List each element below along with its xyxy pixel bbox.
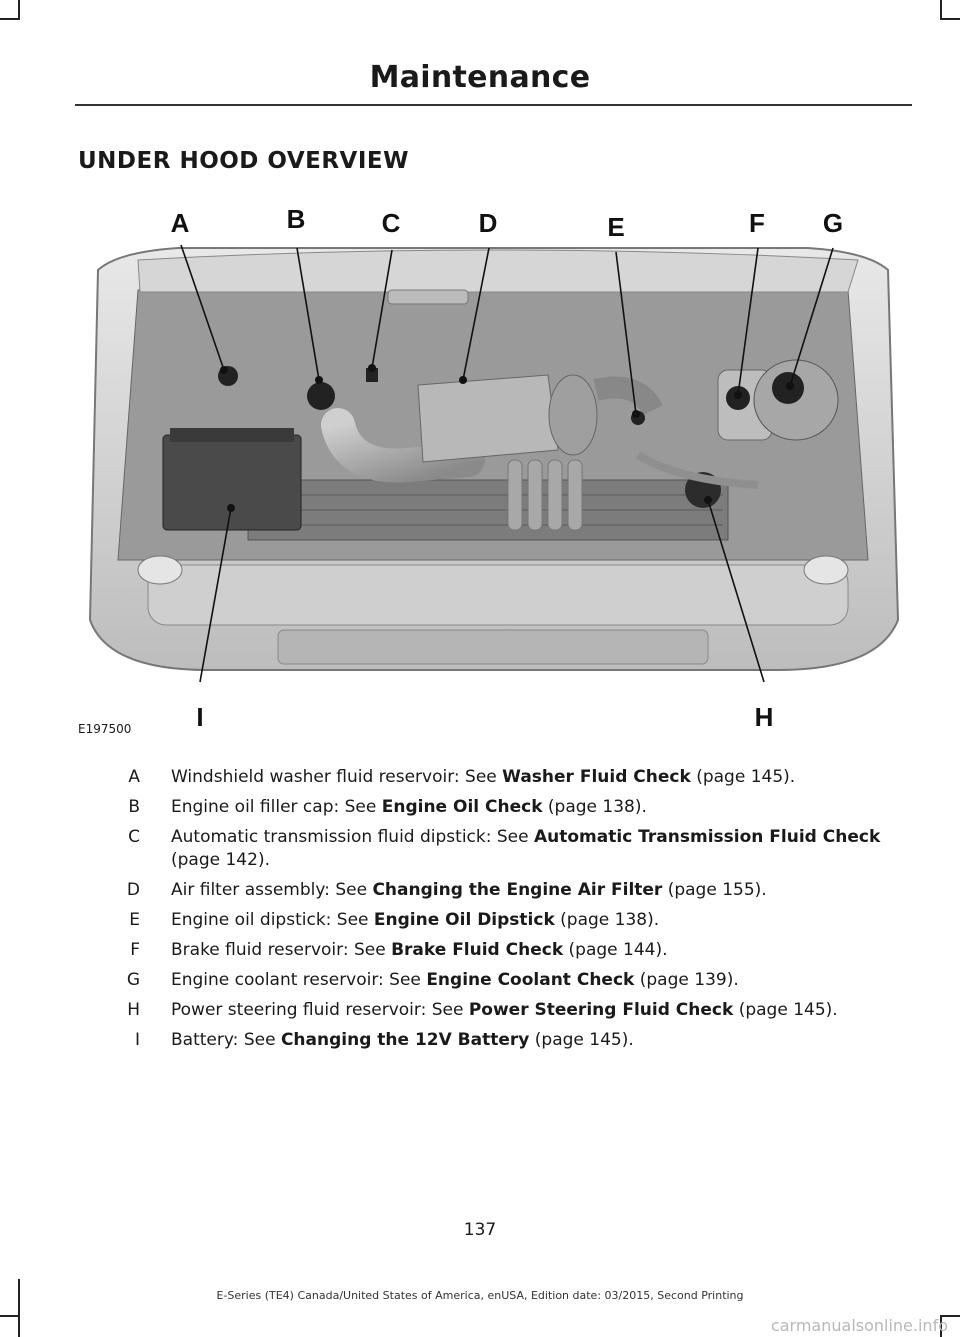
page-header-title: Maintenance [369,60,591,95]
legend-item [78,826,912,872]
legend-page-ref: (page 142). [171,850,270,870]
legend-letter: H [127,1000,140,1020]
legend-description: Engine oil dipstick: See [171,910,374,930]
legend-description: Air filter assembly: See [171,880,373,900]
legend-letter: B [128,797,140,817]
legend-letter: C [128,827,140,847]
watermark: carmanualsonline.info [770,1316,948,1335]
legend-reference-link[interactable]: Brake Fluid Check [391,940,564,960]
legend-reference-link[interactable]: Engine Oil Check [381,797,543,817]
leader-dot-b [315,376,323,384]
leader-dot-i [227,504,235,512]
legend-letter: G [126,970,140,990]
leader-dot-h [704,496,712,504]
legend-item [78,766,912,789]
callout-h: H [754,702,774,732]
legend-description: Power steering fluid reservoir: See [171,1000,469,1020]
callout-a: A [170,208,190,238]
legend-letter: E [129,910,140,930]
callout-legend [78,766,912,1059]
legend-item [78,879,912,902]
legend-description: Engine coolant reservoir: See [171,970,427,990]
callout-g: G [822,208,844,238]
legend-item [78,1029,912,1052]
header-divider [75,104,912,106]
legend-page-ref: (page 139). [634,970,739,990]
legend-item [78,939,912,962]
callout-b: B [286,204,306,234]
crop-mark [940,18,960,20]
callout-f: F [749,208,765,238]
legend-letter: A [128,767,140,787]
callout-c: C [381,208,401,238]
legend-reference-link[interactable]: Engine Coolant Check [426,970,635,990]
legend-page-ref: (page 138). [554,910,660,930]
crop-mark [0,1315,20,1317]
legend-description: Brake fluid reservoir: See [171,940,392,960]
crop-mark [940,0,942,20]
leader-dot-f [734,391,742,399]
legend-description: Engine oil filler cap: See [171,797,382,817]
legend-reference-link[interactable]: Changing the Engine Air Filter [372,880,663,900]
leader-dot-c [368,364,376,372]
callout-i: I [196,702,204,732]
crop-mark [18,1279,20,1337]
crop-mark [18,0,20,20]
under-hood-illustration [78,200,910,740]
legend-description: Automatic transmission fluid dipstick: See [171,827,534,847]
page-number: 137 [463,1220,497,1240]
legend-letter: D [126,880,140,900]
legend-page-ref: (page 138). [542,797,647,817]
footer-edition-info: E-Series (TE4) Canada/United States of America, enUSA, Edition date: 03/2015, Second Printing [216,1289,744,1302]
leader-dot-d [459,376,467,384]
leader-dot-e [632,410,640,418]
legend-letter: I [134,1030,140,1050]
legend-item [78,909,912,932]
legend-reference-link[interactable]: Automatic Transmission Fluid Check [533,827,881,847]
legend-page-ref: (page 144). [563,940,668,960]
legend-page-ref: (page 145). [690,767,796,787]
legend-item [78,796,912,819]
leader-dot-g [786,382,794,390]
section-title: UNDER HOOD OVERVIEW [78,148,409,174]
legend-item [78,999,912,1022]
legend-page-ref: (page 145). [733,1000,838,1020]
legend-description: Battery: See [171,1030,281,1050]
callout-d: D [478,208,498,238]
figure-code: E197500 [78,722,132,736]
callout-e: E [607,212,625,242]
legend-description: Windshield washer fluid reservoir: See [171,767,503,787]
legend-reference-link[interactable]: Power Steering Fluid Check [468,1000,734,1020]
legend-letter: F [130,940,140,960]
legend-reference-link[interactable]: Engine Oil Dipstick [373,910,555,930]
legend-page-ref: (page 155). [662,880,767,900]
legend-reference-link[interactable]: Changing the 12V Battery [280,1030,530,1050]
legend-item [78,969,912,992]
legend-reference-link[interactable]: Washer Fluid Check [502,767,691,787]
leader-dot-a [220,366,228,374]
legend-page-ref: (page 145). [529,1030,634,1050]
crop-mark [0,18,20,20]
